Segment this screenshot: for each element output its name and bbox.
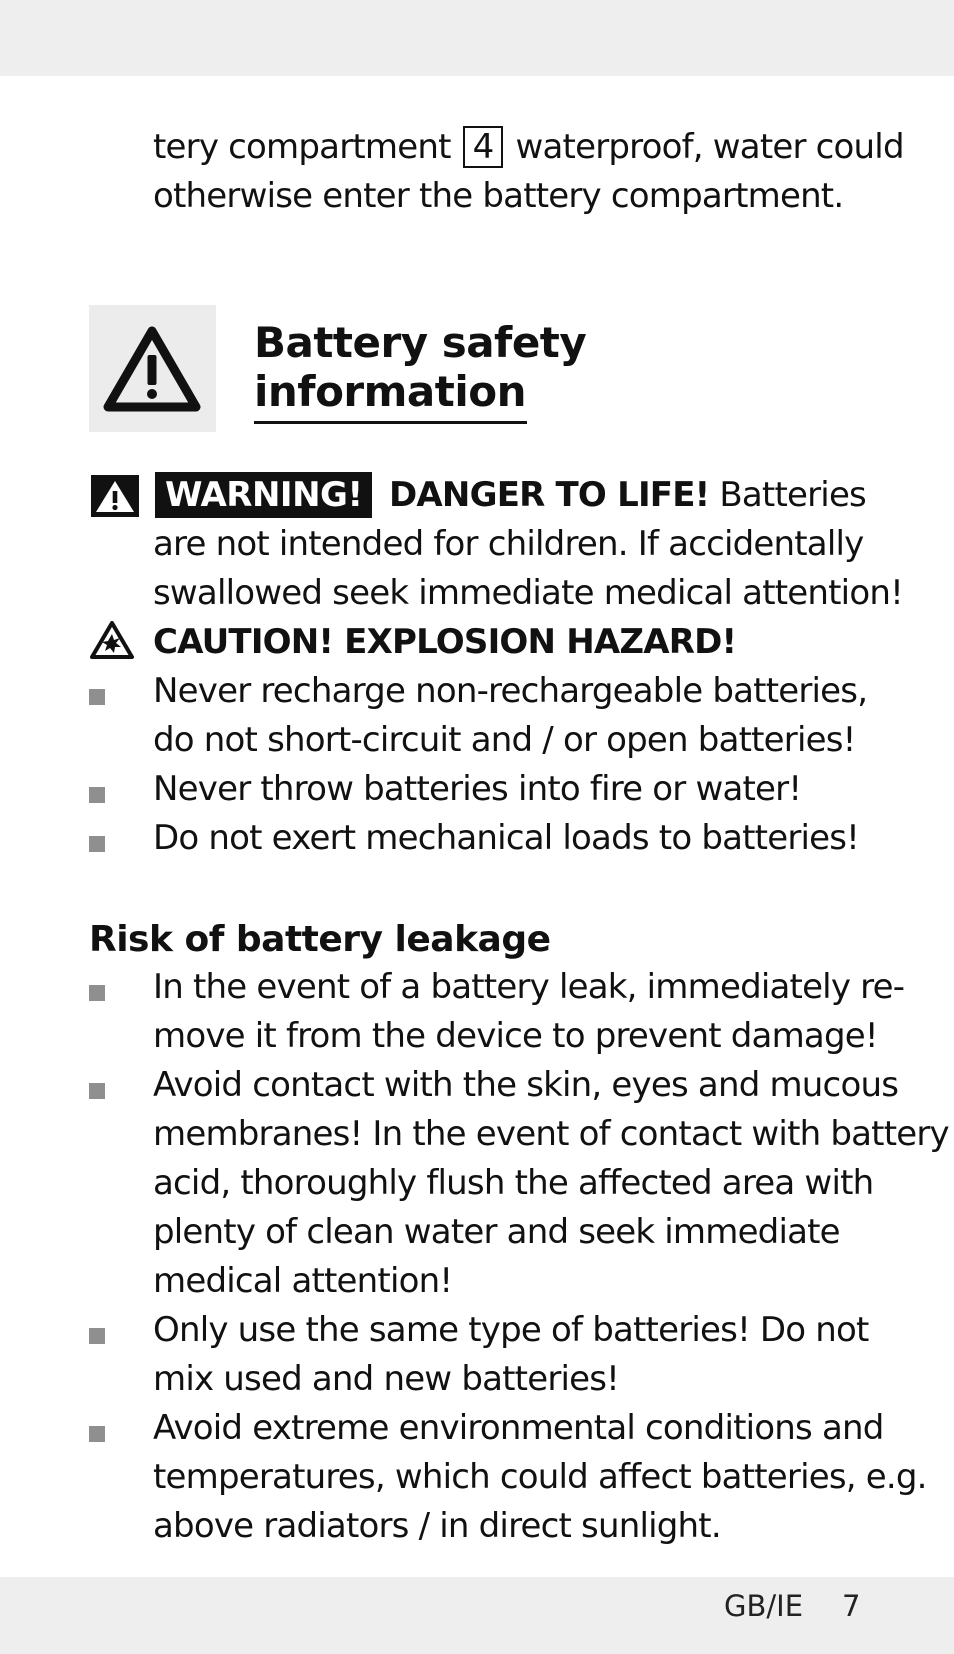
footer-page-number: 7 <box>842 1589 861 1623</box>
caution-item-2-line-1: Never throw batteries into fire or water! <box>153 769 802 809</box>
caution-item-1-line-2: do not short-circuit and / or open batteries! <box>153 720 856 760</box>
leakage-item-1-line-2: move it from the device to prevent damage! <box>153 1016 878 1056</box>
leakage-item-2-line-4: plenty of clean water and seek immediate <box>153 1212 840 1252</box>
part-reference-box: 4 <box>463 126 504 168</box>
warning-line-1-rest: Batteries <box>719 475 866 515</box>
page-footer-band <box>0 1577 954 1654</box>
list-bullet <box>89 689 105 705</box>
intro-text-before-ref: tery compartment <box>153 127 451 167</box>
list-bullet <box>89 1083 105 1099</box>
leakage-item-3-line-2: mix used and new batteries! <box>153 1359 620 1399</box>
leakage-item-4-line-1: Avoid extreme environmental conditions and <box>153 1408 884 1448</box>
list-bullet <box>89 1328 105 1344</box>
leakage-item-2-line-1: Avoid contact with the skin, eyes and mucous <box>153 1065 899 1105</box>
leakage-item-3-line-1: Only use the same type of batteries! Do not <box>153 1310 869 1350</box>
intro-line-1 <box>153 123 904 172</box>
warning-triangle-icon <box>91 475 139 517</box>
list-bullet <box>89 985 105 1001</box>
list-bullet <box>89 1426 105 1442</box>
leakage-item-2-line-2: membranes! In the event of contact with battery <box>153 1114 949 1154</box>
footer-language-code: GB/IE <box>724 1589 804 1623</box>
list-bullet <box>89 836 105 852</box>
warning-label: WARNING! <box>155 472 372 518</box>
intro-line-2: otherwise enter the battery compartment. <box>153 176 844 216</box>
warning-triangle-icon <box>103 325 201 413</box>
section-title-line-1: Battery safety <box>254 318 587 367</box>
warning-line-1 <box>389 471 866 520</box>
warning-line-2: are not intended for children. If accidentally <box>153 524 864 564</box>
leakage-heading: Risk of battery leakage <box>89 919 551 960</box>
section-title-underline <box>254 421 527 424</box>
leakage-item-4-line-2: temperatures, which could affect batteries, e.g. <box>153 1457 927 1497</box>
section-title-line-2: information <box>254 367 526 416</box>
caution-item-3-line-1: Do not exert mechanical loads to batteries! <box>153 818 860 858</box>
caution-heading: CAUTION! EXPLOSION HAZARD! <box>153 622 737 662</box>
section-warning-box <box>89 305 216 432</box>
warning-line-3: swallowed seek immediate medical attention! <box>153 573 903 613</box>
leakage-item-2-line-5: medical attention! <box>153 1261 453 1301</box>
caution-item-1-line-1: Never recharge non-rechargeable batteries, <box>153 671 868 711</box>
list-bullet <box>89 787 105 803</box>
intro-text-after-ref: waterproof, water could <box>515 127 904 167</box>
danger-to-life-text: DANGER TO LIFE! <box>389 475 710 515</box>
leakage-item-4-line-3: above radiators / in direct sunlight. <box>153 1506 721 1546</box>
leakage-item-1-line-1: In the event of a battery leak, immediately re- <box>153 967 905 1007</box>
leakage-item-2-line-3: acid, thoroughly flush the affected area with <box>153 1163 874 1203</box>
explosion-hazard-icon <box>89 620 135 660</box>
page-top-band <box>0 0 954 76</box>
